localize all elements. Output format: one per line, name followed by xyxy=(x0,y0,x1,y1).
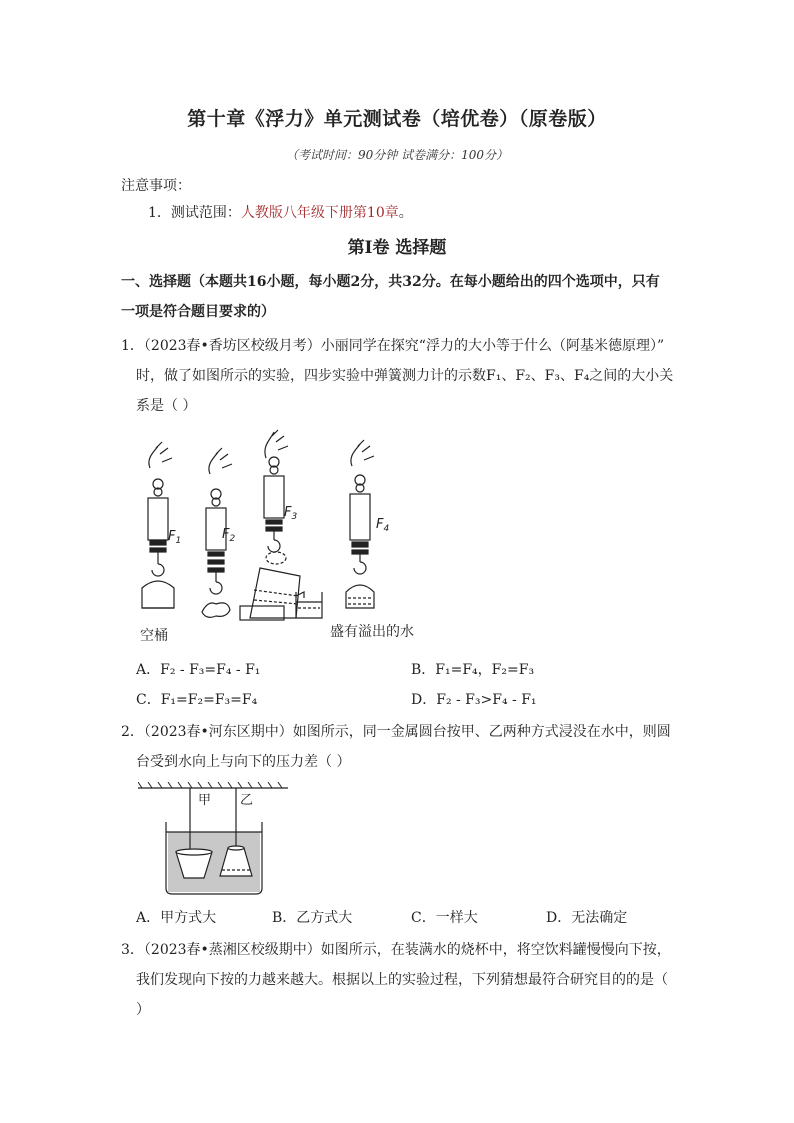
q2-stem-line1: 2．（2023春•河东区期中）如图所示，同一金属圆台按甲、乙两种方式浸没在水中，则圆 xyxy=(121,724,671,740)
label-f1: $F_1$ xyxy=(168,529,182,546)
q2-option-d[interactable]: D．无法确定 xyxy=(546,910,628,926)
label-f3: $F_3$ xyxy=(284,505,298,522)
q1-option-b[interactable]: B．F₁=F₄，F₂=F₃ xyxy=(411,662,535,678)
caption-empty-bucket: 空桶 xyxy=(140,628,168,644)
q1-stem-line3: 系是（ ） xyxy=(136,398,197,414)
q1-stem-line1: 1．（2023春•香坊区校级月考）小丽同学在探究“浮力的大小等于什么（阿基米德原理）” xyxy=(121,338,665,354)
notes-item-1 xyxy=(148,203,413,223)
q3-stem-line1: 3．（2023春•蒸湘区校级期中）如图所示，在装满水的烧杯中，将空饮料罐慢慢向下按， xyxy=(121,942,671,958)
q1-option-c[interactable]: C．F₁=F₂=F₃=F₄ xyxy=(136,692,258,708)
part1-instructions-line2: 一项是符合题目要求的） xyxy=(121,304,275,320)
q3-stem-line3: ） xyxy=(136,1002,150,1018)
section-title: 第Ⅰ卷 选择题 xyxy=(347,238,447,258)
label-yi: 乙 xyxy=(240,793,254,808)
page-title: 第十章《浮力》单元测试卷（培优卷）（原卷版） xyxy=(187,108,607,130)
q1-figure-spring-scales xyxy=(128,428,428,646)
q1-option-d[interactable]: D．F₂ - F₃>F₄ - F₁ xyxy=(411,692,537,708)
label-f4: $F_4$ xyxy=(376,517,390,534)
notes-heading: 注意事项： xyxy=(121,178,191,194)
q2-figure-frustum-in-water xyxy=(138,782,290,898)
caption-overflow-water: 盛有溢出的水 xyxy=(330,624,414,640)
q2-option-c[interactable]: C．一样大 xyxy=(411,910,478,926)
q2-option-a[interactable]: A．甲方式大 xyxy=(136,910,217,926)
q2-stem-line2: 台受到水向上与向下的压力差（ ） xyxy=(136,754,351,770)
exam-time-info: （考试时间：90分钟 试卷满分：100分） xyxy=(286,148,508,162)
notes-item-1-scope: 人教版八年级下册第10章 xyxy=(240,205,399,221)
label-jia: 甲 xyxy=(198,793,212,808)
label-f2: $F_2$ xyxy=(222,527,236,544)
q1-option-a[interactable]: A．F₂ - F₃=F₄ - F₁ xyxy=(136,662,261,678)
part1-instructions-line1: 一、选择题（本题共16小题，每小题2分，共32分。在每小题给出的四个选项中，只有 xyxy=(121,274,660,290)
q1-stem-line2: 时，做了如图所示的实验，四步实验中弹簧测力计的示数F₁、F₂、F₃、F₄之间的大小关 xyxy=(136,368,674,384)
spring-scale-1 xyxy=(142,442,174,608)
spring-scale-3 xyxy=(240,430,322,620)
q2-option-b[interactable]: B．乙方式大 xyxy=(272,910,353,926)
q3-stem-line2: 我们发现向下按的力越来越大。根据以上的实验过程，下列猜想最符合研究目的的是（ xyxy=(136,972,668,988)
notes-item-1-suffix: 。 xyxy=(398,205,413,221)
notes-item-1-prefix: 1．测试范围： xyxy=(148,205,241,221)
spring-scale-4 xyxy=(346,440,374,608)
